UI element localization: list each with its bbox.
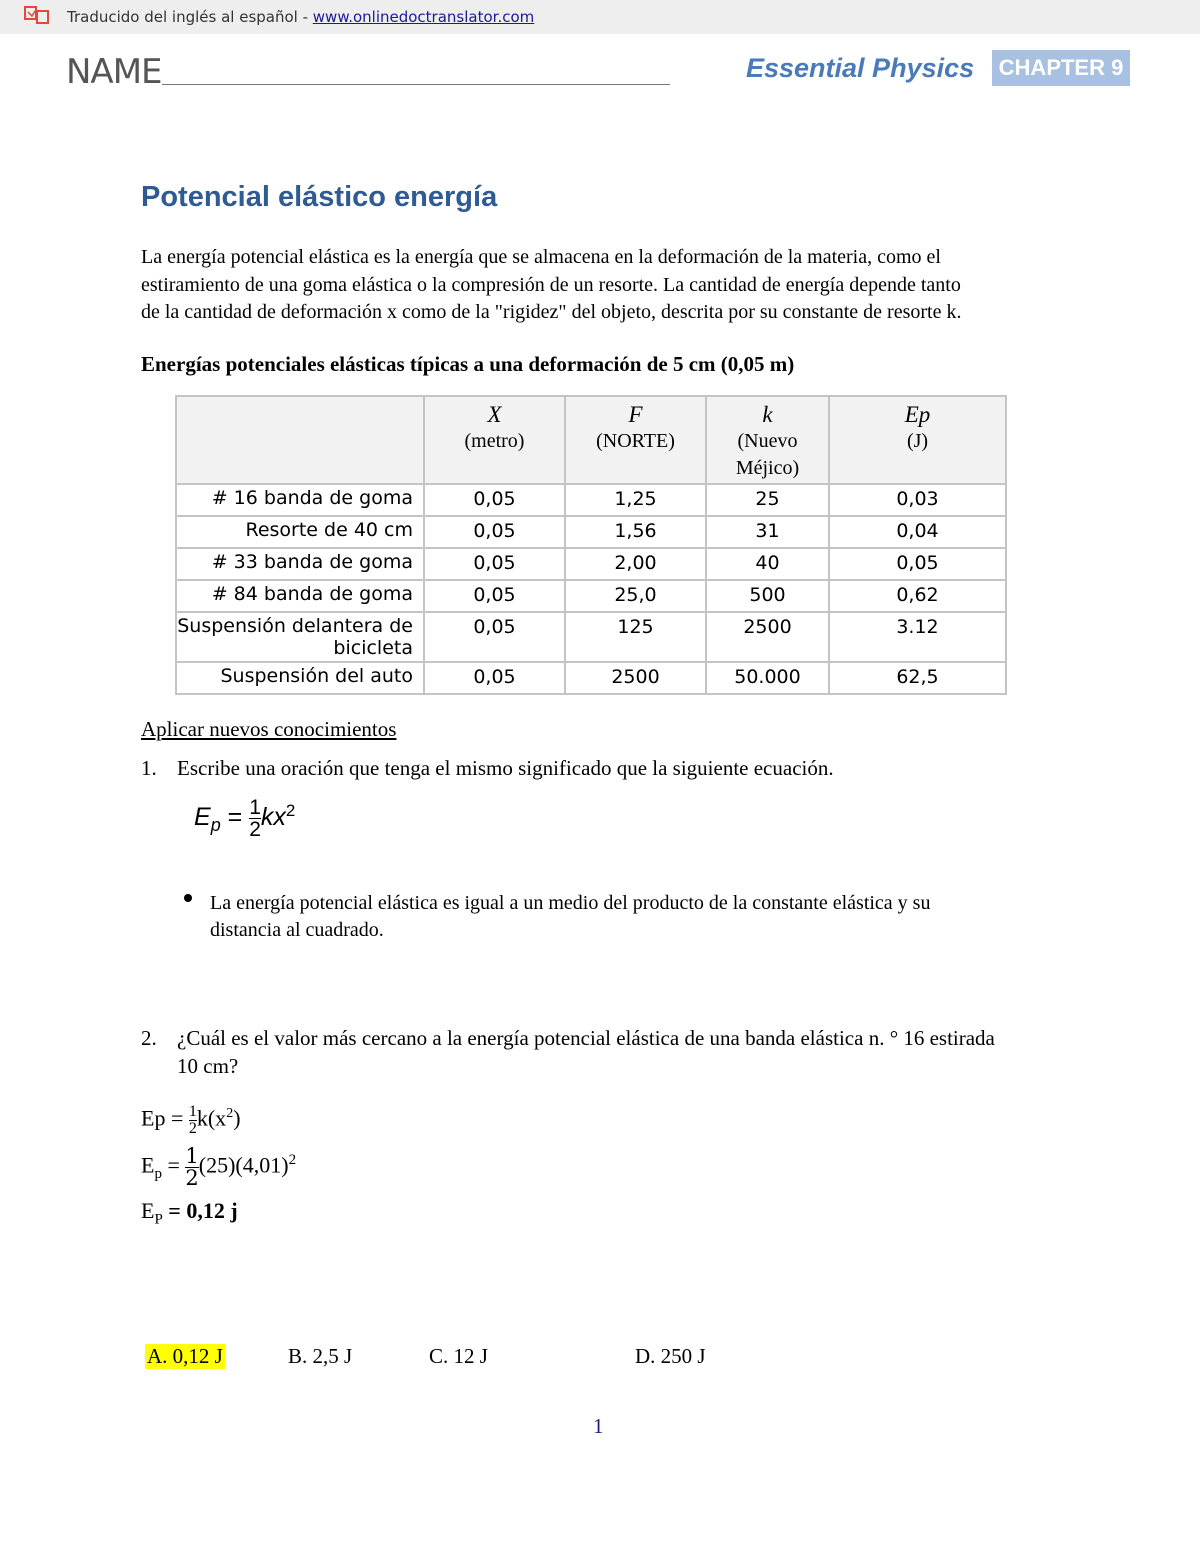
cell-f: 2500 [565, 662, 706, 694]
name-label: NAME [66, 52, 162, 92]
header-f [565, 396, 706, 484]
header-blank [176, 396, 424, 484]
cell-k: 500 [706, 580, 829, 612]
energy-table [175, 395, 1007, 695]
calc-rhs: (25)(4,01) [198, 1152, 289, 1178]
header-k [706, 396, 829, 484]
row-label: # 84 banda de goma [176, 580, 424, 612]
eq-sub: p [210, 815, 221, 836]
cell-f: 1,25 [565, 484, 706, 516]
calc-rhs: k(x [196, 1105, 227, 1131]
section-heading: Aplicar nuevos conocimientos [141, 717, 397, 741]
intro-line: estiramiento de una goma elástica o la compresión de un resorte. La cantidad de energía depende tanto [141, 273, 961, 296]
eq-fraction [249, 797, 261, 840]
question-text: Escribe una oración que tenga el mismo significado que la siguiente ecuación. [177, 756, 834, 780]
calc-line-2 [141, 1146, 296, 1189]
calc-line-1 [141, 1104, 241, 1137]
question-number: 2. [141, 1026, 157, 1050]
table-caption: Energías potenciales elásticas típicas a una deformación de 5 cm (0,05 m) [141, 352, 795, 376]
banner-prefix: Traducido del inglés al español - [67, 8, 313, 26]
cell-ep: 3.12 [829, 612, 1006, 662]
row-label: # 33 banda de goma [176, 548, 424, 580]
intro-line: La energía potencial elástica es la energía que se almacena en la deformación de la materia, como el [141, 246, 941, 268]
calc-sup: 2 [226, 1106, 234, 1122]
cell-ep: 62,5 [829, 662, 1006, 694]
cell-x: 0,05 [424, 484, 565, 516]
translate-icon [24, 5, 50, 25]
calc-line-3 [141, 1198, 238, 1228]
calc-lhs: Ep = [141, 1105, 184, 1131]
cell-x: 0,05 [424, 580, 565, 612]
brand-title: Essential Physics [746, 53, 975, 83]
frac-num: 1 [188, 1103, 197, 1120]
question-text [177, 1024, 1137, 1080]
answer-line: La energía potencial elástica es igual a un medio del producto de la constante elástica y su [210, 892, 931, 914]
calc-fraction [189, 1104, 197, 1137]
frac-den: 2 [185, 1166, 199, 1190]
choice-c[interactable]: C. 12 J [429, 1344, 488, 1368]
eq-rhs: kx [260, 803, 286, 832]
header-unit: (metro) [464, 430, 525, 452]
page-title: Potencial elástico energía [141, 181, 498, 213]
bullet-icon [183, 893, 193, 903]
cell-ep: 0,03 [829, 484, 1006, 516]
header-symbol: F [628, 402, 643, 427]
cell-f: 1,56 [565, 516, 706, 548]
page-number: 1 [593, 1414, 604, 1438]
header-ep [829, 396, 1006, 484]
question-line: 10 cm? [177, 1054, 239, 1078]
cell-f: 2,00 [565, 548, 706, 580]
chapter-badge: CHAPTER 9 [992, 50, 1130, 86]
table-row [176, 662, 1006, 694]
frac-num: 1 [185, 1144, 199, 1168]
question-1 [141, 754, 1141, 784]
table-row [176, 612, 1006, 662]
calc-lhs: E [141, 1198, 155, 1223]
cell-x: 0,05 [424, 516, 565, 548]
cell-ep: 0,04 [829, 516, 1006, 548]
table-row [176, 516, 1006, 548]
eq-sup: 2 [285, 800, 296, 820]
intro-line: de la cantidad de deformación x como de la "rigidez" del objeto, descrita por su constante de resorte k. [141, 301, 962, 323]
cell-f: 125 [565, 612, 706, 662]
header-symbol: Ep [904, 402, 931, 427]
table-row [176, 548, 1006, 580]
header-unit: (NORTE) [596, 430, 675, 452]
cell-k: 25 [706, 484, 829, 516]
table-row [176, 580, 1006, 612]
cell-k: 31 [706, 516, 829, 548]
frac-den: 2 [249, 818, 261, 841]
row-label: # 16 banda de goma [176, 484, 424, 516]
translation-banner [0, 0, 1200, 34]
cell-ep: 0,05 [829, 548, 1006, 580]
banner-text [67, 8, 534, 26]
calc-sub: p [154, 1165, 162, 1182]
choice-d[interactable]: D. 250 J [635, 1344, 706, 1368]
cell-k: 40 [706, 548, 829, 580]
eq-lhs: E [194, 803, 211, 832]
calc-sup: 2 [288, 1152, 297, 1169]
calc-close: ) [233, 1105, 241, 1131]
question-number: 1. [141, 756, 157, 780]
calc-eq: = [161, 1152, 186, 1178]
cell-f: 25,0 [565, 580, 706, 612]
row-label: Suspensión del auto [176, 662, 424, 694]
table-row [176, 484, 1006, 516]
cell-x: 0,05 [424, 548, 565, 580]
answer-line: distancia al cuadrado. [210, 919, 384, 941]
calc-result: = 0,12 j [162, 1198, 238, 1223]
question-line: ¿Cuál es el valor más cercano a la energía potencial elástica de una banda elástica n. ° 16 estirada [177, 1026, 995, 1050]
choice-a[interactable]: A. 0,12 J [147, 1344, 223, 1368]
translator-link[interactable]: www.onlinedoctranslator.com [312, 8, 535, 26]
header-symbol: k [762, 402, 773, 427]
choice-b[interactable]: B. 2,5 J [288, 1344, 353, 1368]
row-label: Resorte de 40 cm [176, 516, 424, 548]
header-symbol: X [487, 402, 502, 427]
header-x [424, 396, 565, 484]
header-unit: (Nuevo Méjico) [735, 430, 800, 479]
cell-k: 50.000 [706, 662, 829, 694]
row-label: Suspensión delantera de bicicleta [176, 612, 424, 662]
frac-num: 1 [249, 796, 261, 819]
question-2 [141, 1024, 1141, 1084]
frac-den: 2 [188, 1120, 197, 1137]
calc-fraction [185, 1146, 198, 1189]
header-unit: (J) [906, 430, 929, 452]
cell-x: 0,05 [424, 612, 565, 662]
equation-ep [194, 797, 295, 840]
table-header-row [176, 396, 1006, 484]
eq-equals: = [227, 803, 243, 832]
calc-sub: P [154, 1211, 163, 1228]
cell-ep: 0,62 [829, 580, 1006, 612]
cell-k: 2500 [706, 612, 829, 662]
intro-paragraph [141, 244, 1126, 327]
name-line [162, 84, 670, 85]
calc-lhs: E [141, 1152, 155, 1178]
answer-1 [210, 890, 1110, 944]
cell-x: 0,05 [424, 662, 565, 694]
